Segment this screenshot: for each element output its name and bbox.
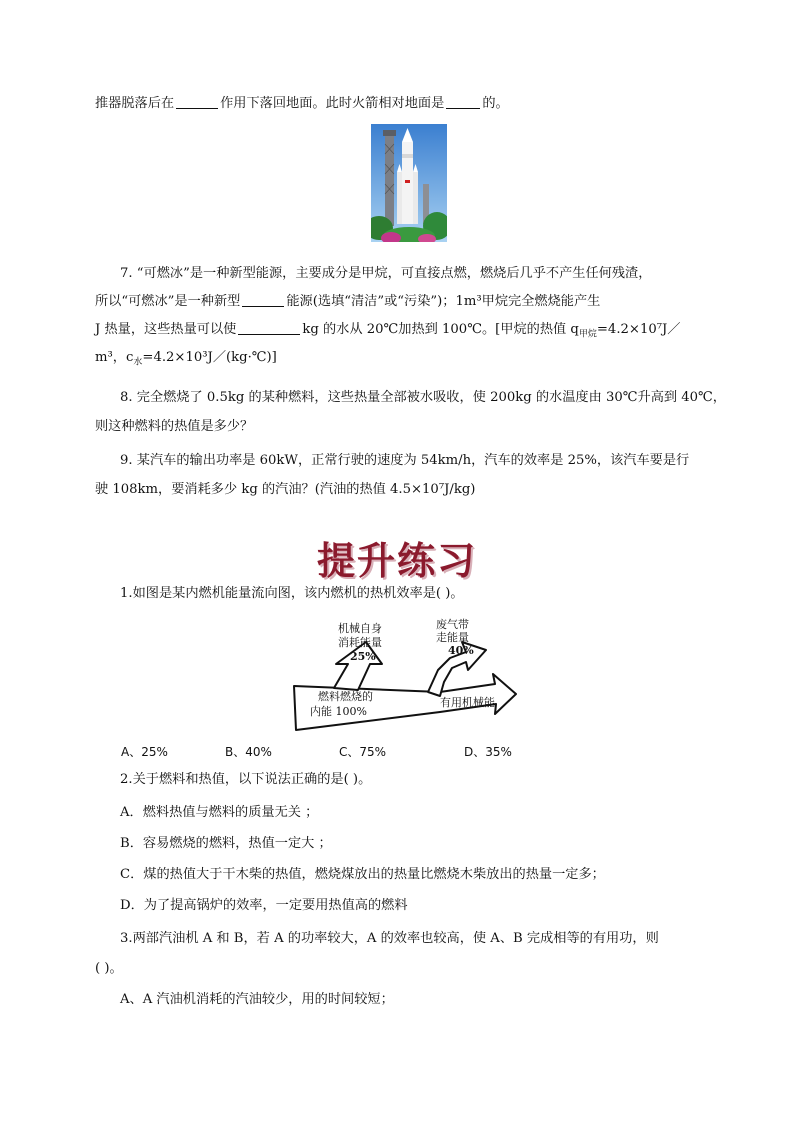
practice-2-option-c[interactable]: C．煤的热值大于干木柴的热值，燃烧煤放出的热量比燃烧木柴放出的热量一定多； [120, 867, 605, 882]
practice-1-stem: 1.如图是某内燃机能量流向图，该内燃机的热机效率是( )。 [120, 586, 464, 601]
fuel-label-2: 内能 100% [310, 705, 367, 718]
practice-3-option-a[interactable]: A、A 汽油机消耗的汽油较少，用的时间较短； [120, 992, 394, 1007]
q6-text-a: 推器脱落后在 [95, 96, 175, 111]
q7-sub-water: 水 [133, 357, 143, 368]
q7-blank-1 [242, 293, 284, 307]
q6-text-c: 的。 [482, 96, 509, 111]
q7-blank-2 [238, 321, 300, 335]
waste-pct: 40% [448, 644, 474, 657]
q7-text-3b: kg 的水从 20℃加热到 100℃。[甲烷的热值 q [302, 322, 579, 337]
question-6-tail [95, 95, 509, 113]
q6-text-b: 作用下落回地面。此时火箭相对地面是 [220, 96, 445, 111]
question-7-line-2 [95, 293, 600, 311]
q6-blank-2 [446, 95, 480, 109]
practice-2-option-b[interactable]: B．容易燃烧的燃料，热值一定大 ； [120, 836, 332, 851]
q6-blank-1 [176, 95, 218, 109]
practice-1-option-b[interactable]: B、40% [225, 745, 272, 759]
waste-label-2: 走能量 [436, 631, 469, 644]
waste-label-1: 废气带 [436, 618, 469, 631]
q7-text-3c: =4.2×10⁷J／ [596, 322, 681, 337]
question-7-line-4 [95, 349, 277, 367]
practice-2-option-d[interactable]: D．为了提高锅炉的效率，一定要用热值高的燃料 [120, 898, 408, 913]
question-9-line-1: 9. 某汽车的输出功率是 60kW，正常行驶的速度为 54km/h，汽车的效率是 25%，该汽车要是行 [120, 453, 690, 468]
rocket-launch-photo [371, 124, 447, 242]
question-8-line-1: 8. 完全燃烧了 0.5kg 的某种燃料，这些热量全部被水吸收，使 200kg 的水温度由 30℃升高到 40℃， [120, 390, 726, 405]
q7-text-2a: 所以“可燃冰”是一种新型 [95, 294, 241, 309]
q7-sub-methane: 甲烷 [578, 329, 597, 340]
mech-loss-pct: 25% [350, 650, 376, 663]
practice-1-option-a[interactable]: A、25% [121, 745, 168, 759]
question-7-line-3 [95, 321, 681, 339]
practice-2-stem: 2.关于燃料和热值，以下说法正确的是( )。 [120, 772, 372, 787]
practice-3-line-2: ( )。 [95, 961, 123, 976]
fuel-label-1: 燃料燃烧的 [318, 690, 373, 703]
mech-loss-label-1: 机械自身 [338, 622, 382, 635]
practice-3-line-1: 3.两部汽油机 A 和 B，若 A 的功率较大，A 的效率也较高，使 A、B 完成相等的有用功，则 [120, 931, 659, 946]
useful-energy-label: 有用机械能 [440, 696, 495, 709]
question-8-line-2: 则这种燃料的热值是多少？ [95, 419, 254, 434]
q7-text-4a: m³，c [95, 350, 134, 365]
section-title: 提升练习 [316, 539, 477, 583]
q7-text-2b: 能源(选填“清洁”或“污染”)；1m³甲烷完全燃烧能产生 [286, 294, 601, 309]
energy-flow-diagram [290, 612, 530, 742]
mech-loss-label-2: 消耗能量 [338, 636, 382, 649]
practice-1-option-c[interactable]: C、75% [339, 745, 387, 759]
practice-1-option-d[interactable]: D、35% [464, 745, 512, 759]
practice-2-option-a[interactable]: A．燃料热值与燃料的质量无关 ； [120, 805, 319, 820]
q7-text-3a: J 热量，这些热量可以使 [95, 322, 237, 337]
question-9-line-2: 驶 108km，要消耗多少 kg 的汽油？(汽油的热值 4.5×10⁷J/kg) [95, 482, 476, 497]
question-7-line-1: 7. “可燃冰”是一种新型能源，主要成分是甲烷，可直接点燃，燃烧后几乎不产生任何残渣， [120, 266, 652, 281]
q7-text-4b: =4.2×10³J／(kg·℃)] [142, 350, 277, 365]
